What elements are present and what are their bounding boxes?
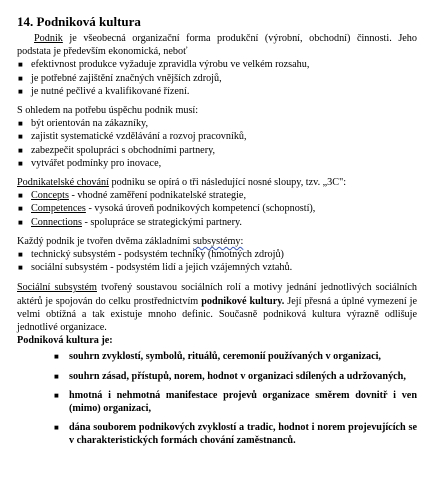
subsystems-lead bbox=[17, 235, 417, 248]
intro-term: Podnik bbox=[34, 33, 63, 44]
subsystems-list bbox=[17, 248, 417, 274]
subsystems-text: Každý podnik je tvořen dvěma základními bbox=[17, 235, 193, 247]
list-item: ■ souhrn zásad, přístupů, norem, hodnot v organizaci sdílených a udržovaných, bbox=[54, 370, 417, 383]
pillar-text: - vysoká úroveň podnikových kompetencí (schopností), bbox=[85, 203, 316, 215]
list-item: ■ vytvářet podmínky pro inovace, bbox=[17, 157, 417, 170]
culture-lead: Podniková kultura je: bbox=[17, 335, 113, 347]
culture-list bbox=[17, 350, 417, 447]
subsystems-term: subsystémy: bbox=[192, 235, 244, 247]
pillar-text: - spolupráce se strategickými partnery. bbox=[81, 216, 242, 228]
pillar-text: - vhodné zaměření podnikatelské strategie, bbox=[68, 190, 247, 202]
list-item: ■ technický subsystém - podsystém techniky (hmotných zdrojů) bbox=[17, 248, 417, 261]
intro-list bbox=[17, 58, 417, 98]
social-text-2: Její přesná a úplné vymezení je velmi obtížná a tak existuje mnoho definic. Současně podniková kultura výrazně odlišuje jednotlivé organizace. bbox=[17, 295, 417, 334]
pillars-term: Podnikatelské chování bbox=[17, 177, 109, 189]
social-paragraph bbox=[17, 281, 417, 334]
list-item: ■ zajistit systematické vzdělávání a rozvoj pracovníků, bbox=[17, 130, 417, 143]
list-item: ■ efektivnost produkce vyžaduje zpravidla výrobu ve velkém rozsahu, bbox=[17, 58, 417, 71]
pillars-text: podniku se opírá o tři následující nosné sloupy, tzv. „3C": bbox=[108, 177, 347, 189]
pillar-term: Competences bbox=[31, 203, 86, 215]
list-item: ■ hmotná i nehmotná manifestace projevů organizace směrem dovnitř i ven (mimo) organizaci, bbox=[54, 389, 417, 415]
list-item bbox=[17, 216, 417, 229]
intro-text: je všeobecná organizační forma produkční (výrobní, obchodní) činnosti. Jeho podstata je především ekonomická, neboť bbox=[17, 33, 417, 58]
list-item: ■ je nutné pečlivé a kvalifikované řízení. bbox=[17, 85, 417, 98]
social-bold: podnikové kultury. bbox=[201, 295, 285, 307]
social-text-1: tvořený soustavou sociálních rolí a motivy jednání jednotlivých sociálních aktérů je spojován do celku prostřednictvím bbox=[17, 282, 417, 307]
list-item: ■ sociální subsystém - podsystém lidí a jejich vzájemných vztahů. bbox=[17, 261, 417, 274]
success-lead: S ohledem na potřebu úspěchu podnik musí: bbox=[17, 105, 199, 117]
section-title: 14. Podniková kultura bbox=[17, 14, 141, 29]
list-item bbox=[17, 189, 417, 202]
list-item: ■ být orientován na zákazníky, bbox=[17, 117, 417, 130]
intro-paragraph bbox=[17, 32, 417, 58]
pillars-list bbox=[17, 189, 417, 229]
pillar-term: Connections bbox=[31, 216, 82, 228]
social-term: Sociální subsystém bbox=[17, 282, 97, 294]
pillar-term: Concepts bbox=[31, 190, 69, 202]
list-item: ■ zabezpečit spolupráci s obchodními partnery, bbox=[17, 144, 417, 157]
list-item bbox=[17, 202, 417, 215]
list-item: ■ je potřebné zajištění značných vnějších zdrojů, bbox=[17, 72, 417, 85]
list-item: ■ souhrn zvyklostí, symbolů, rituálů, ceremonií používaných v organizaci, bbox=[54, 350, 417, 363]
list-item: ■ dána souborem podnikových zvyklostí a tradic, hodnot i norem projevujících se v charakteristických formách chování zaměstnanců. bbox=[54, 421, 417, 447]
document-page bbox=[17, 14, 417, 454]
pillars-lead bbox=[17, 176, 417, 189]
success-list bbox=[17, 117, 417, 170]
